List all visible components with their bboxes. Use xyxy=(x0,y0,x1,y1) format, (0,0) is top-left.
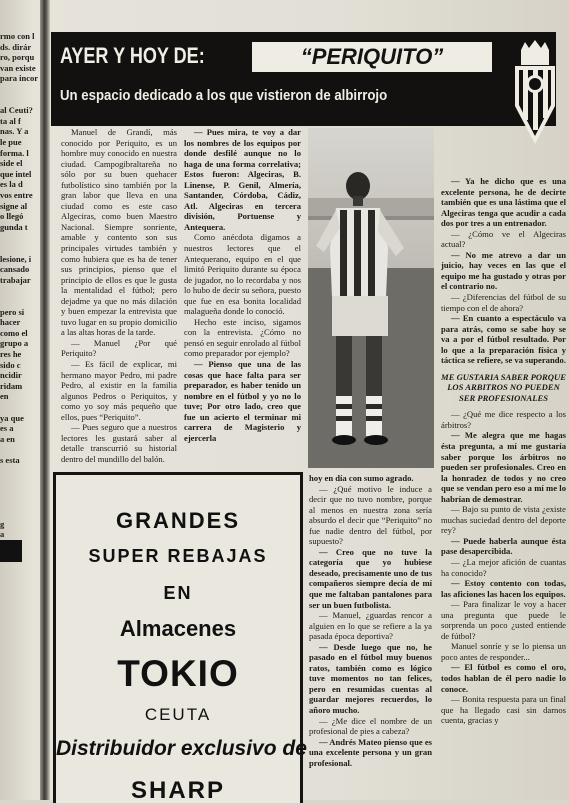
column-4-paragraph: — ¿Diferencias del fútbol de su tiempo con el de ahora? xyxy=(441,292,566,313)
left-page-fragment xyxy=(0,0,40,800)
header-nickname: “PERIQUITO” xyxy=(252,42,492,72)
header-subtitle: Un espacio dedicado a los que vistieron de albirrojo xyxy=(60,87,388,104)
page-gutter xyxy=(40,0,50,800)
column-4-paragraph: — En cuanto a espectáculo va para atrás, como se sabe hoy se va a por el fútbol resultado. Por lo que a la preparación física y táctica se refiere, se va superando. xyxy=(441,313,566,366)
left-fragment-line: grupo a xyxy=(0,338,29,349)
column-4-subheading: ME GUSTARIA SABER PORQUE LOS ARBITROS NO PUEDEN SER PROFESIONALES xyxy=(441,371,566,403)
left-fragment-line: a en xyxy=(0,433,15,444)
column-3-paragraph: — Desde luego que no, he pasado en el fútbol muy buenos ratos, también como es lógico tuve momentos no tan felices, pero en resumidas cuentas al guardar mejores recuerdos, lo añoro mucho. xyxy=(309,641,432,716)
ad-line-city: CEUTA xyxy=(144,705,212,724)
advertisement-box xyxy=(53,472,307,804)
left-fragment-line: ridam xyxy=(0,380,23,391)
left-fragment-line: nas. Y a xyxy=(0,126,29,137)
left-fragment-line: que intel xyxy=(0,168,32,179)
left-fragment-line: s esta xyxy=(0,455,20,465)
left-fragment-line: le pue xyxy=(0,137,22,147)
article-column-2 xyxy=(184,127,301,472)
left-fragment-line: signe al xyxy=(0,200,28,211)
left-fragment-line: res he xyxy=(0,349,22,359)
left-fragment-line: gunda t xyxy=(0,221,28,232)
article-column-1 xyxy=(61,127,177,464)
left-fragment-line: forma. l xyxy=(0,147,29,158)
column-4-paragraph: — Para finalizar le voy a hacer una pregunta que puede le sorprenda un poco ¿usted entiende de fútbol? xyxy=(441,599,566,641)
column-4-paragraph: — Puede haberla aunque ésta pase desapercibida. xyxy=(441,535,566,557)
column-3-paragraph: — Andrés Mateo pienso que es una excelente persona y un gran profesional. xyxy=(309,736,432,768)
left-fragment-line: es a xyxy=(0,423,14,434)
left-fragment-line: ncidir xyxy=(0,370,22,381)
ad-line-grandes: GRANDES xyxy=(115,508,240,533)
column-2-paragraph: Hecho este inciso, sigamos con la entrevista. ¿Cómo no pensó en seguir enrolado al fútbol como preparador por ejemplo? xyxy=(184,316,301,359)
column-4-paragraph: — ¿Qué me dice respecto a los árbitros? xyxy=(441,409,566,430)
left-fragment-line: como el xyxy=(0,327,28,338)
left-fragment-line: lesione, i xyxy=(0,253,32,264)
left-fragment-line: side el xyxy=(0,158,23,169)
left-fragment-line: rmo con l xyxy=(0,31,35,41)
column-3-paragraph: — Creo que no tuve la categoría que yo hubiese deseado, precisamente uno de tus compañeros siempre decía de mí que me faltaban pantalones para ser un buen futbolista. xyxy=(309,546,432,610)
article-header xyxy=(51,32,556,126)
player-figure-illustration xyxy=(308,128,434,468)
column-3-paragraph: — Manuel, ¿guardas rencor a alguien en lo que se refiere a la ya pasada época deportiva? xyxy=(309,610,432,642)
column-4-paragraph: — Bonita respuesta para un final que ha llegado casi sin darnos cuenta, gracias y xyxy=(441,694,566,726)
left-fragment-line: en xyxy=(0,391,9,402)
left-fragment-line: o llegó xyxy=(0,211,24,222)
column-3-paragraph: — ¿Me dice el nombre de un profesional de pies a cabeza? xyxy=(309,715,432,737)
ad-line-store-name: TOKIO xyxy=(117,653,239,694)
column-4-paragraph: — ¿Cómo ve el Algeciras actual? xyxy=(441,228,566,250)
header-title: AYER Y HOY DE: xyxy=(60,43,205,68)
article-column-4 xyxy=(441,176,566,800)
left-fragment-line: ro, porqu xyxy=(0,52,35,63)
left-fragment-line: cansado xyxy=(0,264,30,275)
column-4-paragraph: — Estoy contento con todas, las aficiones las hacen los equipos. xyxy=(441,578,566,599)
left-page-black-block xyxy=(0,540,22,562)
left-fragment-line: ta al f xyxy=(0,115,21,126)
column-4-paragraph: — Bajo su punto de vista ¿existe muchas suciedad dentro del deporte rey? xyxy=(441,504,566,536)
column-4-paragraph: — El fútbol es como el oro, todos hablan de él pero nadie lo conoce. xyxy=(441,662,566,694)
left-fragment-line: al Ceuti? xyxy=(0,105,33,116)
left-fragment-line: van existe xyxy=(0,62,36,73)
left-fragment-line: vos entre xyxy=(0,190,33,200)
ad-line-almacenes: Almacenes xyxy=(119,616,237,641)
column-2-paragraph: — Pienso que una de las cosas que hace falta para ser preparador, es haber tenido un nombre en el fútbol y yo no lo tuve; Por otro lado, creo que fue un acierto el terminar mi carrera de Magisterio y ejercerla xyxy=(184,359,301,443)
column-2-paragraph: — Pues mira, te voy a dar los nombres de los equipos por donde desfilé aunque no lo haga de una forma correlativa; Estos fueron: Algeciras, B. Linense, P. Genil, Almería, Santander, Córdoba, Cádiz, Atl. Algeciras en tercera división, Portuense y Antequera. xyxy=(184,127,301,232)
column-1-paragraph: — Pues seguro que a nuestros lectores les gustará saber al detalle transcurrió su historial dentro del mundillo del balón. xyxy=(61,422,177,464)
column-1-paragraph: — Es fácil de explicar, mi hermano mayor Pedro, mi padre Pedro, al existir en la familia algunos Pedros o Periquitos, y como yo soy más pequeño que ellos, pues “Periquito”. xyxy=(61,359,177,422)
column-1-paragraph: Manuel de Grandí, más conocido por Periquito, es un hombre muy conocido en nuestra ciudad. Campogibraltareña no sólo por su buen quehacer futbolístico sino también por la gran labor que lleva en una ciudad como es este caso Algeciras, como buen Maestro Nacional. Siempre sonriente, amable y contento son sus principales virtudes también y como hubiera que es ha de tener sus principios, pienso que el principio de ellos es que le gusta la mentalidad el fútbol; pero dejadme ya que no más dilación y buen empezar la entrevista que tuvo lugar en su propio domicilio a las altas horas de la tarde. xyxy=(61,127,177,338)
left-fragment-line: a xyxy=(0,529,5,540)
column-4-paragraph: — Ya he dicho que es una excelente persona, he de decirte también que es una lástima que el Algeciras tenga que acudir a cada dos por tres a un entrenador. xyxy=(441,176,566,229)
left-fragment-line: sido c xyxy=(0,359,21,370)
left-fragment-line: para incor xyxy=(0,73,39,84)
left-fragment-line: es la d xyxy=(0,179,23,190)
ad-line-distributor: Distribuidor exclusivo de xyxy=(56,737,307,760)
article-column-3 xyxy=(309,473,432,800)
ad-line-super-rebajas: SUPER REBAJAS xyxy=(88,546,268,566)
club-crest-icon xyxy=(511,36,559,146)
left-fragment-line: pero si xyxy=(0,306,25,317)
left-fragment-line: g xyxy=(0,518,5,529)
column-1-paragraph: — Manuel ¿Por qué Periquito? xyxy=(61,337,177,359)
left-fragment-line: ya que xyxy=(0,412,24,423)
column-2-paragraph: Como anécdota digamos a nuestros lectores que el Antequerano, equipo en el que limitó Periquito durante su época de jugador, no lo recordaba y nos lo hubo de decir su señora, puesto que fue en esa bonita localidad malagueña donde lo conoció. xyxy=(184,232,301,317)
column-4-paragraph: — ¿La mejor afición de cuantas ha conocido? xyxy=(441,557,566,578)
column-3-paragraph: hoy en día con sumo agrado. xyxy=(309,473,414,483)
left-fragment-line: hacer xyxy=(0,317,21,328)
column-4-paragraph: Manuel sonríe y se lo piensa un poco antes de responder... xyxy=(441,641,566,662)
left-fragment-line: ds. dirár xyxy=(0,41,32,52)
left-fragment-line: trabajar xyxy=(0,274,31,285)
player-photo xyxy=(308,128,434,468)
ad-line-en: EN xyxy=(163,583,193,603)
column-4-paragraph: — Me alegra que me hagas ésta pregunta, a mí me gustaría saber porque los árbitros no pueden ser profesionales. Creo en la honradez de todos y no creo que se vendan pero eso a mí me lo habrían de demostrar. xyxy=(441,430,566,504)
ad-line-brand: SHARP xyxy=(130,777,225,804)
column-3-paragraph: — ¿Qué motivo le induce a decir que no tuvo nombre, porque al menos en nuestra zona sería absurdo el decir que “Periquito” no fue nadie dentro del fútbol, por supuesto? xyxy=(309,483,432,547)
column-4-paragraph: — No me atrevo a dar un juicio, hay veces en las que el equipo me ha gustado y otras por el contrario no. xyxy=(441,249,566,292)
